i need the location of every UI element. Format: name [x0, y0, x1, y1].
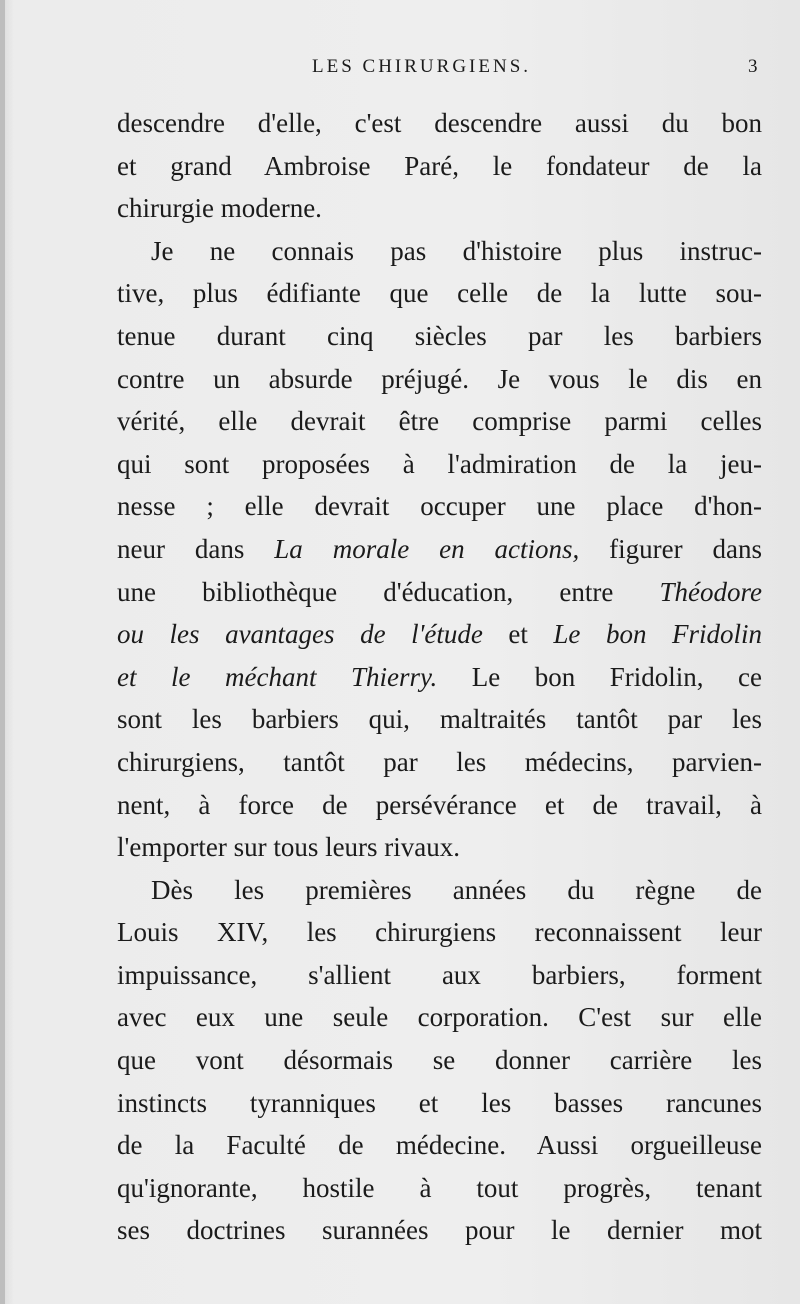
text-segment: nent, à force de persévérance et de travail, à: [117, 789, 762, 820]
text-segment: ses doctrines surannées pour le dernier mot: [117, 1215, 762, 1246]
text-line: [117, 1039, 762, 1082]
italic-text: et le méchant Thierry.: [117, 661, 438, 692]
text-line: [117, 315, 762, 358]
text-segment: figurer dans: [579, 533, 762, 564]
italic-text: Théodore: [659, 576, 762, 607]
text-line: [117, 741, 762, 784]
text-line: [117, 187, 762, 230]
text-line: [117, 571, 762, 614]
text-line: [117, 485, 762, 528]
text-segment: contre un absurde préjugé. Je vous le dis en: [117, 363, 762, 394]
italic-text: Le bon Fridolin: [553, 619, 762, 650]
text-segment: de la Faculté de médecine. Aussi orgueilleuse: [117, 1130, 762, 1161]
text-line: [117, 528, 762, 571]
text-segment: Je ne connais pas d'histoire plus instruc-: [151, 235, 762, 266]
text-segment: qui sont proposées à l'admiration de la jeu-: [117, 448, 762, 479]
text-line: [117, 656, 762, 699]
text-line: [117, 358, 762, 401]
page-edge: [0, 0, 5, 1304]
text-line: [117, 613, 762, 656]
text-segment: nesse ; elle devrait occuper une place d'hon-: [117, 491, 762, 522]
text-line: [117, 826, 762, 869]
text-line: [117, 1167, 762, 1210]
text-segment: et: [482, 619, 554, 650]
text-segment: avec eux une seule corporation. C'est sur elle: [117, 1002, 762, 1033]
text-segment: neur dans: [117, 533, 275, 564]
text-segment: Louis XIV, les chirurgiens reconnaissent leur: [117, 917, 762, 948]
text-line: [117, 698, 762, 741]
text-segment: Le bon Fridolin, ce: [437, 661, 762, 692]
text-segment: descendre d'elle, c'est descendre aussi du bon: [117, 108, 762, 138]
text-line: [117, 1124, 762, 1167]
text-segment: chirurgiens, tantôt par les médecins, parvien-: [117, 746, 762, 777]
text-line: [117, 145, 762, 188]
text-line: [117, 869, 762, 912]
body-text: [117, 102, 762, 1252]
text-line: [117, 443, 762, 486]
text-line: [117, 1209, 762, 1252]
text-segment: impuissance, s'allient aux barbiers, forment: [117, 959, 762, 990]
page-number: 3: [748, 56, 758, 77]
text-segment: tenue durant cinq siècles par les barbiers: [117, 320, 762, 351]
text-line: [117, 911, 762, 954]
text-segment: Dès les premières années du règne de: [151, 874, 762, 905]
text-segment: que vont désormais se donner carrière les: [117, 1045, 762, 1076]
italic-text: La morale en actions,: [274, 533, 580, 564]
text-segment: instincts tyranniques et les basses rancunes: [117, 1087, 762, 1118]
text-segment: l'emporter sur tous leurs rivaux.: [117, 832, 461, 863]
text-segment: tive, plus édifiante que celle de la lutte sou-: [117, 278, 762, 309]
italic-text: ou les avantages de l'étude: [117, 619, 483, 650]
text-line: [117, 1082, 762, 1125]
text-segment: qu'ignorante, hostile à tout progrès, tenant: [117, 1172, 762, 1203]
text-line: [117, 784, 762, 827]
text-segment: sont les barbiers qui, maltraités tantôt par les: [117, 704, 762, 735]
text-line: [117, 272, 762, 315]
text-segment: chirurgie moderne.: [117, 193, 322, 224]
text-segment: vérité, elle devrait être comprise parmi celles: [117, 406, 762, 437]
text-line: [117, 400, 762, 443]
text-segment: une bibliothèque d'éducation, entre: [117, 576, 660, 607]
text-line: [117, 996, 762, 1039]
text-segment: et grand Ambroise Paré, le fondateur de la: [117, 150, 762, 181]
text-line: [117, 954, 762, 997]
running-head: [0, 52, 800, 82]
text-line: [117, 230, 762, 273]
text-line: [117, 102, 762, 145]
running-title: LES CHIRURGIENS.: [312, 56, 532, 77]
